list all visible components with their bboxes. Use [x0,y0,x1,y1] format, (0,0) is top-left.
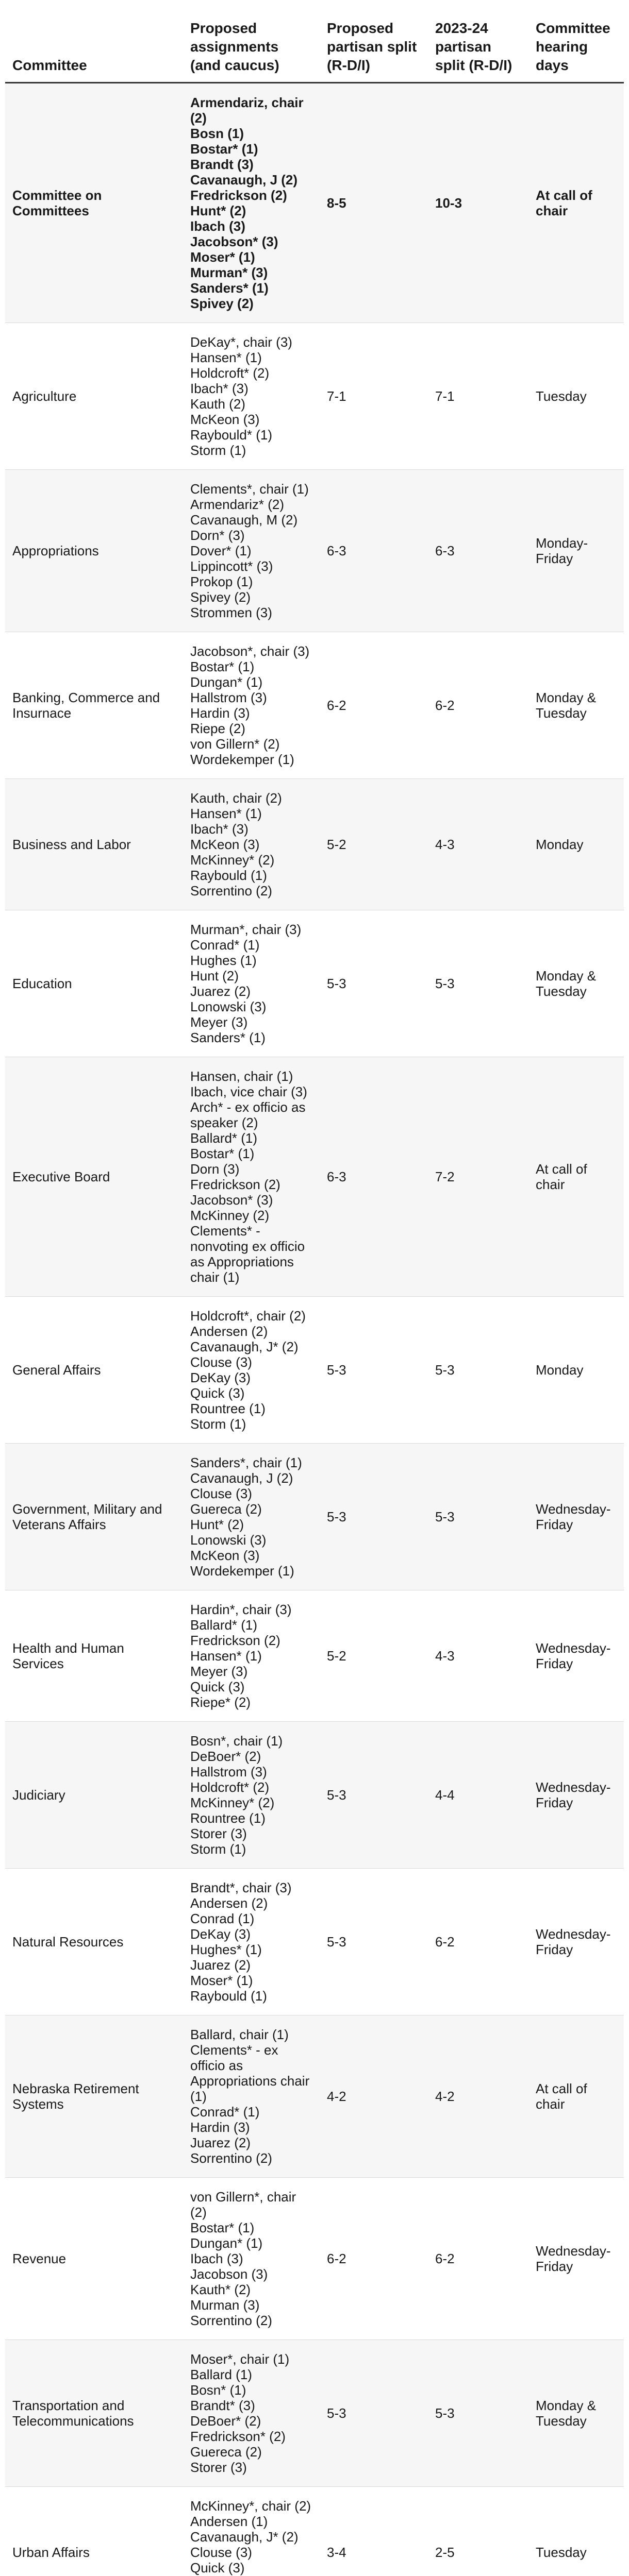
member-entry: Holdcroft* (2) [190,1779,270,1795]
member-entry: Riepe (2) [190,720,245,736]
member-entry: Hunt* (2) [190,202,246,218]
member-entry: Conrad* (1) [190,2104,260,2120]
hearing-days: At call of chair [528,2015,624,2177]
member-entry: Hunt (2) [190,968,239,984]
member-entry: Hunt* (2) [190,1516,244,1532]
table-header [5,0,624,82]
member-entry: McKinney*, chair (2) [190,2498,311,2514]
member-entry: von Gillern* (2) [190,736,280,752]
table-body [5,82,624,2576]
member-list [183,2177,320,2340]
hearing-days: Monday & Tuesday [528,2340,624,2486]
member-entry: Kauth, chair (2) [190,790,282,806]
member-entry: Murman*, chair (3) [190,921,302,937]
hearing-days: Wednesday-Friday [528,1721,624,1868]
member-entry: Clements* - nonvoting ex officio as Appropriations chair (1) [190,1223,305,1285]
member-entry: Kauth* (2) [190,2281,251,2297]
table-row [5,910,624,1057]
proposed-split: 4-2 [320,2015,428,2177]
hearing-days: Tuesday [528,2486,624,2576]
member-entry: Lonowski (3) [190,1532,267,1548]
hearing-days: Monday & Tuesday [528,632,624,778]
committee-name: Education [5,910,183,1057]
proposed-split: 6-3 [320,1057,428,1296]
member-entry: Fredrickson (2) [190,1176,280,1192]
proposed-split: 5-3 [320,1868,428,2015]
member-list [183,2015,320,2177]
committee-name: Business and Labor [5,778,183,910]
member-list [183,2486,320,2576]
member-list [183,1590,320,1721]
member-entry: DeKay (3) [190,1926,251,1942]
member-list [183,1296,320,1443]
table-row [5,2486,624,2576]
member-entry: Spivey (2) [190,295,254,311]
member-entry: Hughes* (1) [190,1941,262,1957]
table-row [5,2177,624,2340]
column-header-previous-split[interactable]: 2023-24 partisan split (R-D/I) [428,0,528,82]
member-entry: Conrad* (1) [190,937,260,953]
table-row [5,82,624,323]
member-entry: Bosn (1) [190,125,244,141]
member-entry: Prokop (1) [190,573,253,589]
member-entry: Juarez (2) [190,1957,251,1973]
member-entry: Hansen, chair (1) [190,1068,293,1084]
hearing-days: Monday-Friday [528,469,624,632]
member-entry: Ibach (3) [190,2250,243,2266]
member-entry: Brandt*, chair (3) [190,1879,292,1895]
member-entry: Clouse (3) [190,2544,252,2560]
table-row [5,469,624,632]
member-entry: von Gillern*, chair (2) [190,2189,296,2220]
member-entry: Bostar* (1) [190,141,258,157]
member-entry: Ibach, vice chair (3) [190,1083,307,1099]
hearing-days: Wednesday-Friday [528,1443,624,1590]
member-entry: Sorrentino (2) [190,2312,272,2328]
previous-split: 6-2 [428,1868,528,2015]
previous-split: 7-1 [428,323,528,469]
member-entry: Ibach* (3) [190,821,249,837]
member-entry: Clouse (3) [190,1485,252,1501]
member-entry: Meyer (3) [190,1663,248,1679]
member-entry: Ibach (3) [190,218,245,234]
member-entry: Bosn* (1) [190,2382,246,2398]
committee-name: Judiciary [5,1721,183,1868]
member-list [183,469,320,632]
committee-name: Transportation and Telecommunications [5,2340,183,2486]
column-header-assignments[interactable]: Proposed assignments (and caucus) [183,0,320,82]
member-entry: Quick (3) [190,1679,245,1694]
member-entry: McKeon (3) [190,836,260,852]
member-entry: Clements* - ex officio as Appropriations chair (1) [190,2042,310,2104]
member-entry: Quick (3) [190,1385,245,1401]
proposed-split: 5-3 [320,1296,428,1443]
member-entry: Murman (3) [190,2297,260,2313]
member-entry: Ibach* (3) [190,380,249,396]
member-entry: Brandt (3) [190,156,254,172]
member-list [183,1057,320,1296]
header-row [5,0,624,82]
member-entry: Bosn*, chair (1) [190,1733,283,1749]
member-entry: DeKay (3) [190,1369,251,1385]
committee-name: Agriculture [5,323,183,469]
proposed-split: 8-5 [320,82,428,323]
member-entry: Storer (3) [190,1825,247,1841]
member-entry: Jacobson* (3) [190,1192,273,1208]
member-entry: Moser* (1) [190,249,255,265]
table-row [5,1721,624,1868]
member-entry: Cavanaugh, M (2) [190,512,298,528]
committee-name: Revenue [5,2177,183,2340]
member-entry: Sorrentino (2) [190,883,272,899]
proposed-split: 5-3 [320,1721,428,1868]
proposed-split: 6-2 [320,632,428,778]
member-entry: Raybould (1) [190,1988,267,2004]
member-entry: Storm (1) [190,1841,246,1857]
member-entry: Moser* (1) [190,1972,253,1988]
previous-split: 7-2 [428,1057,528,1296]
member-entry: Quick (3) [190,2560,245,2575]
member-entry: Andersen (2) [190,1895,268,1911]
member-entry: Jacobson* (3) [190,233,278,249]
previous-split: 5-3 [428,1443,528,1590]
member-entry: Raybould (1) [190,867,267,883]
member-entry: Brandt* (3) [190,2397,255,2413]
proposed-split: 7-1 [320,323,428,469]
member-entry: Jacobson*, chair (3) [190,643,310,659]
member-entry: Hansen* (1) [190,805,262,821]
member-entry: Armendariz* (2) [190,496,285,512]
previous-split: 6-2 [428,2177,528,2340]
member-entry: Hallstrom (3) [190,689,267,705]
member-entry: Ballard, chair (1) [190,2026,289,2042]
hearing-days: Monday [528,778,624,910]
member-entry: McKinney* (2) [190,852,275,868]
member-entry: Murman* (3) [190,264,268,280]
hearing-days: Monday & Tuesday [528,910,624,1057]
member-entry: Fredrickson (2) [190,1632,280,1648]
member-list [183,632,320,778]
member-entry: DeBoer* (2) [190,2413,261,2429]
column-header-proposed-split[interactable]: Proposed partisan split (R-D/I) [320,0,428,82]
member-entry: Hardin (3) [190,2119,250,2135]
member-entry: Sanders* (1) [190,280,269,296]
hearing-days: At call of chair [528,82,624,323]
committee-name: Banking, Commerce and Insurnace [5,632,183,778]
member-entry: Rountree (1) [190,1810,266,1826]
hearing-days: Wednesday-Friday [528,1590,624,1721]
member-entry: Hallstrom (3) [190,1764,267,1780]
member-entry: Armendariz, chair (2) [190,94,304,126]
member-entry: McKeon (3) [190,411,260,427]
member-entry: Storer (3) [190,2459,247,2475]
member-list [183,1443,320,1590]
hearing-days: Wednesday-Friday [528,1868,624,2015]
member-entry: Hansen* (1) [190,349,262,365]
member-entry: Meyer (3) [190,1014,248,1030]
proposed-split: 6-3 [320,469,428,632]
table-row [5,1296,624,1443]
previous-split: 5-3 [428,2340,528,2486]
member-entry: Hughes (1) [190,952,257,968]
table-row [5,1868,624,2015]
member-entry: Ballard* (1) [190,1617,258,1633]
proposed-split: 3-4 [320,2486,428,2576]
previous-split: 10-3 [428,82,528,323]
member-entry: Dorn (3) [190,1161,240,1177]
proposed-split: 5-2 [320,778,428,910]
member-entry: Wordekemper (1) [190,751,294,767]
member-entry: Guereca (2) [190,2444,262,2460]
proposed-split: 5-2 [320,1590,428,1721]
member-entry: Fredrickson (2) [190,187,287,203]
member-entry: Strommen (3) [190,604,272,620]
table-row [5,1443,624,1590]
member-entry: Sanders*, chair (1) [190,1454,302,1470]
hearing-days: Monday [528,1296,624,1443]
table-row [5,632,624,778]
proposed-split: 5-3 [320,2340,428,2486]
member-entry: Lonowski (3) [190,998,267,1014]
member-entry: McKinney (2) [190,1207,270,1223]
hearing-days: At call of chair [528,1057,624,1296]
hearing-days: Wednesday-Friday [528,2177,624,2340]
table-row [5,1590,624,1721]
member-entry: Cavanaugh, J (2) [190,172,298,188]
member-entry: Dover* (1) [190,543,252,558]
member-entry: DeBoer* (2) [190,1748,261,1764]
member-entry: Raybould* (1) [190,427,272,443]
column-header-committee[interactable]: Committee [5,0,183,82]
member-entry: Clements*, chair (1) [190,481,309,497]
table-row [5,2340,624,2486]
member-entry: Storm (1) [190,1416,246,1432]
hearing-days: Tuesday [528,323,624,469]
member-entry: Holdcroft*, chair (2) [190,1308,306,1324]
member-entry: Dungan* (1) [190,674,263,690]
member-entry: Bostar* (1) [190,658,255,674]
member-entry: McKeon (3) [190,1547,260,1563]
member-entry: DeKay*, chair (3) [190,334,292,350]
committee-name: Nebraska Retirement Systems [5,2015,183,2177]
previous-split: 4-4 [428,1721,528,1868]
member-entry: Storm (1) [190,442,246,458]
previous-split: 6-3 [428,469,528,632]
member-entry: Clouse (3) [190,1354,252,1370]
previous-split: 4-2 [428,2015,528,2177]
previous-split: 4-3 [428,1590,528,1721]
member-entry: Moser*, chair (1) [190,2351,290,2367]
previous-split: 5-3 [428,1296,528,1443]
member-entry: Juarez (2) [190,2134,251,2150]
table-row [5,2015,624,2177]
member-entry: Holdcroft* (2) [190,365,270,381]
member-entry: Andersen (2) [190,1323,268,1339]
member-entry: Ballard* (1) [190,1130,258,1146]
proposed-split: 5-3 [320,910,428,1057]
member-entry: Hardin*, chair (3) [190,1601,292,1617]
committee-name: Executive Board [5,1057,183,1296]
member-entry: Hansen* (1) [190,1648,262,1664]
proposed-split: 5-3 [320,1443,428,1590]
member-entry: Dorn* (3) [190,527,245,543]
member-entry: Riepe* (2) [190,1694,251,1710]
previous-split: 6-2 [428,632,528,778]
proposed-split: 6-2 [320,2177,428,2340]
member-entry: McKinney* (2) [190,1794,275,1810]
member-list [183,1721,320,1868]
member-list [183,2340,320,2486]
member-entry: Fredrickson* (2) [190,2428,286,2444]
member-entry: Bostar* (1) [190,1145,255,1161]
committee-name: Government, Military and Veterans Affairs [5,1443,183,1590]
committee-name: General Affairs [5,1296,183,1443]
member-entry: Cavanaugh, J (2) [190,1470,293,1486]
member-entry: Rountree (1) [190,1400,266,1416]
member-list [183,910,320,1057]
member-entry: Andersen (1) [190,2513,268,2529]
member-entry: Cavanaugh, J* (2) [190,1338,299,1354]
previous-split: 2-5 [428,2486,528,2576]
member-entry: Cavanaugh, J* (2) [190,2529,299,2545]
member-entry: Arch* - ex officio as speaker (2) [190,1099,306,1130]
committee-name: Committee on Committees [5,82,183,323]
committee-name: Appropriations [5,469,183,632]
member-entry: Conrad (1) [190,1910,255,1926]
member-entry: Juarez (2) [190,983,251,999]
member-entry: Hardin (3) [190,705,250,721]
member-entry: Lippincott* (3) [190,558,273,574]
member-entry: Guereca (2) [190,1501,262,1517]
table-row [5,1057,624,1296]
member-entry: Sorrentino (2) [190,2150,272,2166]
member-entry: Bostar* (1) [190,2219,255,2235]
member-list [183,323,320,469]
previous-split: 5-3 [428,910,528,1057]
member-entry: Ballard (1) [190,2366,252,2382]
member-entry: Jacobson (3) [190,2266,268,2282]
member-list [183,82,320,323]
table-row [5,323,624,469]
table-row [5,778,624,910]
committee-name: Urban Affairs [5,2486,183,2576]
member-entry: Dungan* (1) [190,2235,263,2251]
member-entry: Spivey (2) [190,589,251,605]
member-entry: Kauth (2) [190,396,245,412]
committee-name: Natural Resources [5,1868,183,2015]
member-entry: Sanders* (1) [190,1029,266,1045]
member-entry: Wordekemper (1) [190,1563,294,1579]
member-list [183,1868,320,2015]
column-header-hearing-days[interactable]: Committee hearing days [528,0,624,82]
previous-split: 4-3 [428,778,528,910]
member-list [183,778,320,910]
committee-table [5,0,624,2576]
committee-name: Health and Human Services [5,1590,183,1721]
